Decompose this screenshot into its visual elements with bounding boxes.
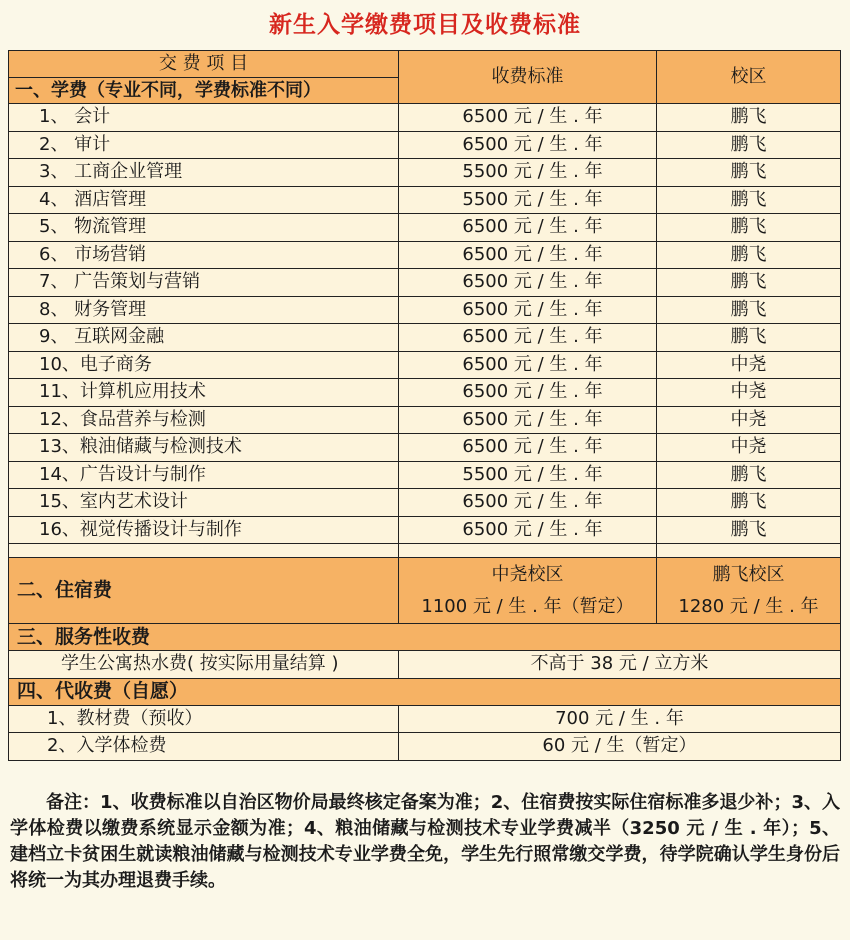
major-name: 5、 物流管理 [9,214,399,242]
tuition-fee: 5500 元 / 生 . 年 [399,186,657,214]
zhongyao-fee: 1100 元 / 生 . 年（暂定） [421,595,634,617]
collection-item-name: 2、入学体检费 [9,733,399,761]
tuition-rows [9,104,841,544]
campus-name: 鹏飞 [657,214,841,242]
tuition-row [9,241,841,269]
campus-name: 鹏飞 [657,159,841,187]
fee-table [8,50,841,761]
campus-name: 鹏飞 [657,324,841,352]
tuition-row [9,296,841,324]
campus-name: 中尧 [657,351,841,379]
tuition-row [9,214,841,242]
tuition-fee: 6500 元 / 生 . 年 [399,379,657,407]
campus-name: 鹏飞 [657,186,841,214]
collection-item-row [9,705,841,733]
collection-section-row [9,678,841,705]
campus-name: 鹏飞 [657,489,841,517]
major-name: 8、 财务管理 [9,296,399,324]
campus-name: 鹏飞 [657,104,841,132]
collection-item-fee: 700 元 / 生 . 年 [399,705,841,733]
zhongyao-cell [399,558,657,624]
major-name: 6、 市场营销 [9,241,399,269]
campus-name: 中尧 [657,379,841,407]
tuition-fee: 6500 元 / 生 . 年 [399,214,657,242]
campus-name: 鹏飞 [657,131,841,159]
item-header-cell [9,51,399,104]
campus-name: 中尧 [657,434,841,462]
page-title: 新生入学缴费项目及收费标准 [269,12,581,38]
major-name: 2、 审计 [9,131,399,159]
service-label: 三、服务性收费 [9,624,841,651]
collection-item-name: 1、教材费（预收） [9,705,399,733]
major-name: 4、 酒店管理 [9,186,399,214]
major-name: 3、 工商企业管理 [9,159,399,187]
item-column-header: 交 费 项 目 [158,53,249,74]
tuition-fee: 5500 元 / 生 . 年 [399,159,657,187]
tuition-fee: 5500 元 / 生 . 年 [399,461,657,489]
accommodation-row [9,558,841,624]
tuition-row [9,516,841,544]
campus-name: 鹏飞 [657,516,841,544]
tuition-fee: 6500 元 / 生 . 年 [399,324,657,352]
tuition-row [9,186,841,214]
zhongyao-campus-name: 中尧校区 [491,563,564,585]
campus-name: 鹏飞 [657,461,841,489]
tuition-row [9,269,841,297]
spacer-row [9,544,841,558]
campus-column-header: 校区 [657,51,841,104]
tuition-row [9,461,841,489]
standard-column-header: 收费标准 [399,51,657,104]
service-item-fee: 不高于 38 元 / 立方米 [399,651,841,679]
tuition-fee: 6500 元 / 生 . 年 [399,104,657,132]
section-1-label: 一、学费（专业不同，学费标准不同） [9,77,398,103]
major-name: 14、广告设计与制作 [9,461,399,489]
campus-name: 鹏飞 [657,296,841,324]
tuition-fee: 6500 元 / 生 . 年 [399,269,657,297]
tuition-row [9,104,841,132]
collection-label: 四、代收费（自愿） [9,678,841,705]
major-name: 15、室内艺术设计 [9,489,399,517]
tuition-row [9,131,841,159]
major-name: 13、粮油储藏与检测技术 [9,434,399,462]
major-name: 7、 广告策划与营销 [9,269,399,297]
campus-name: 鹏飞 [657,269,841,297]
major-name: 16、视觉传播设计与制作 [9,516,399,544]
tuition-fee: 6500 元 / 生 . 年 [399,241,657,269]
major-name: 11、计算机应用技术 [9,379,399,407]
tuition-fee: 6500 元 / 生 . 年 [399,489,657,517]
accommodation-label: 二、住宿费 [9,558,399,624]
tuition-fee: 6500 元 / 生 . 年 [399,516,657,544]
pengfei-fee: 1280 元 / 生 . 年 [678,595,819,617]
tuition-row [9,351,841,379]
campus-name: 鹏飞 [657,241,841,269]
tuition-row [9,406,841,434]
tuition-row [9,434,841,462]
remarks-note: 备注：1、收费标准以自治区物价局最终核定备案为准；2、住宿费按实际住宿标准多退少补；3、入学体检费以缴费系统显示金额为准；4、粮油储藏与检测技术专业学费减半（3250 元 / 生 . 年）；5、建档立卡贫困生就读粮油储藏与检测技术专业学费全免，学生先行照常缴交学费，待学院确认学生身份后将统一为其办理退费手续。 [10,792,840,891]
tuition-fee: 6500 元 / 生 . 年 [399,351,657,379]
collection-item-row [9,733,841,761]
tuition-row [9,489,841,517]
tuition-row [9,159,841,187]
pengfei-cell [657,558,841,624]
pengfei-campus-name: 鹏飞校区 [712,563,785,585]
header-row [9,51,841,104]
campus-name: 中尧 [657,406,841,434]
service-item-row [9,651,841,679]
tuition-fee: 6500 元 / 生 . 年 [399,296,657,324]
tuition-fee: 6500 元 / 生 . 年 [399,434,657,462]
service-section-row [9,624,841,651]
major-name: 10、电子商务 [9,351,399,379]
major-name: 1、 会计 [9,104,399,132]
service-item-name: 学生公寓热水费( 按实际用量结算 ) [9,651,399,679]
tuition-fee: 6500 元 / 生 . 年 [399,406,657,434]
tuition-row [9,379,841,407]
collection-item-fee: 60 元 / 生（暂定） [399,733,841,761]
tuition-fee: 6500 元 / 生 . 年 [399,131,657,159]
major-name: 12、食品营养与检测 [9,406,399,434]
tuition-row [9,324,841,352]
major-name: 9、 互联网金融 [9,324,399,352]
